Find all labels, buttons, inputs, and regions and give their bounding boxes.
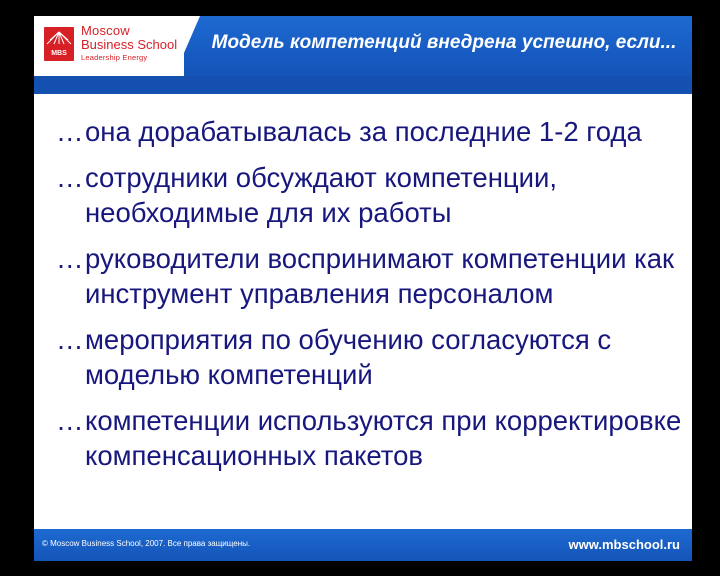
- ellipsis-marker: …: [56, 162, 84, 193]
- bullet-text: она дорабатывалась за последние 1-2 года: [85, 116, 642, 147]
- slide-title: Модель компетенций внедрена успешно, если...: [211, 32, 677, 53]
- footer-band: [34, 529, 692, 561]
- copyright-text: © Moscow Business School, 2007. Все права защищены.: [42, 539, 251, 548]
- logo-panel-diagonal: [174, 16, 200, 76]
- slide: [34, 16, 692, 561]
- website-link[interactable]: www.mbschool.ru: [568, 537, 680, 552]
- logo-line-moscow: Moscow: [81, 23, 130, 38]
- logo-tagline: Leadership Energy: [81, 53, 148, 62]
- bullet-text: сотрудники обсуждают компетенции, необходимые для их работы: [85, 162, 558, 228]
- ellipsis-marker: …: [56, 116, 84, 147]
- bullet-text: компетенции используются при корректировке компенсационных пакетов: [85, 405, 682, 471]
- mbs-logo-icon: [44, 27, 74, 61]
- header-shade: [34, 76, 692, 94]
- bullet-item: [56, 322, 686, 392]
- ellipsis-marker: …: [56, 243, 84, 274]
- bullet-item: [56, 403, 686, 473]
- bullet-item: [56, 114, 686, 149]
- logo-line-business-school: Business School: [81, 37, 178, 52]
- bullet-text: руководители воспринимают компетенции как инструмент управления персоналом: [85, 243, 675, 309]
- ellipsis-marker: …: [56, 324, 84, 355]
- bullet-item: [56, 160, 686, 230]
- bullet-item: [56, 241, 686, 311]
- bullet-list: [56, 114, 686, 484]
- logo-text: [81, 24, 177, 62]
- ellipsis-marker: …: [56, 405, 84, 436]
- logo-mark-text: MBS: [51, 50, 67, 57]
- header-band: [34, 16, 692, 94]
- bullet-text: мероприятия по обучению согласуются с моделью компетенций: [85, 324, 612, 390]
